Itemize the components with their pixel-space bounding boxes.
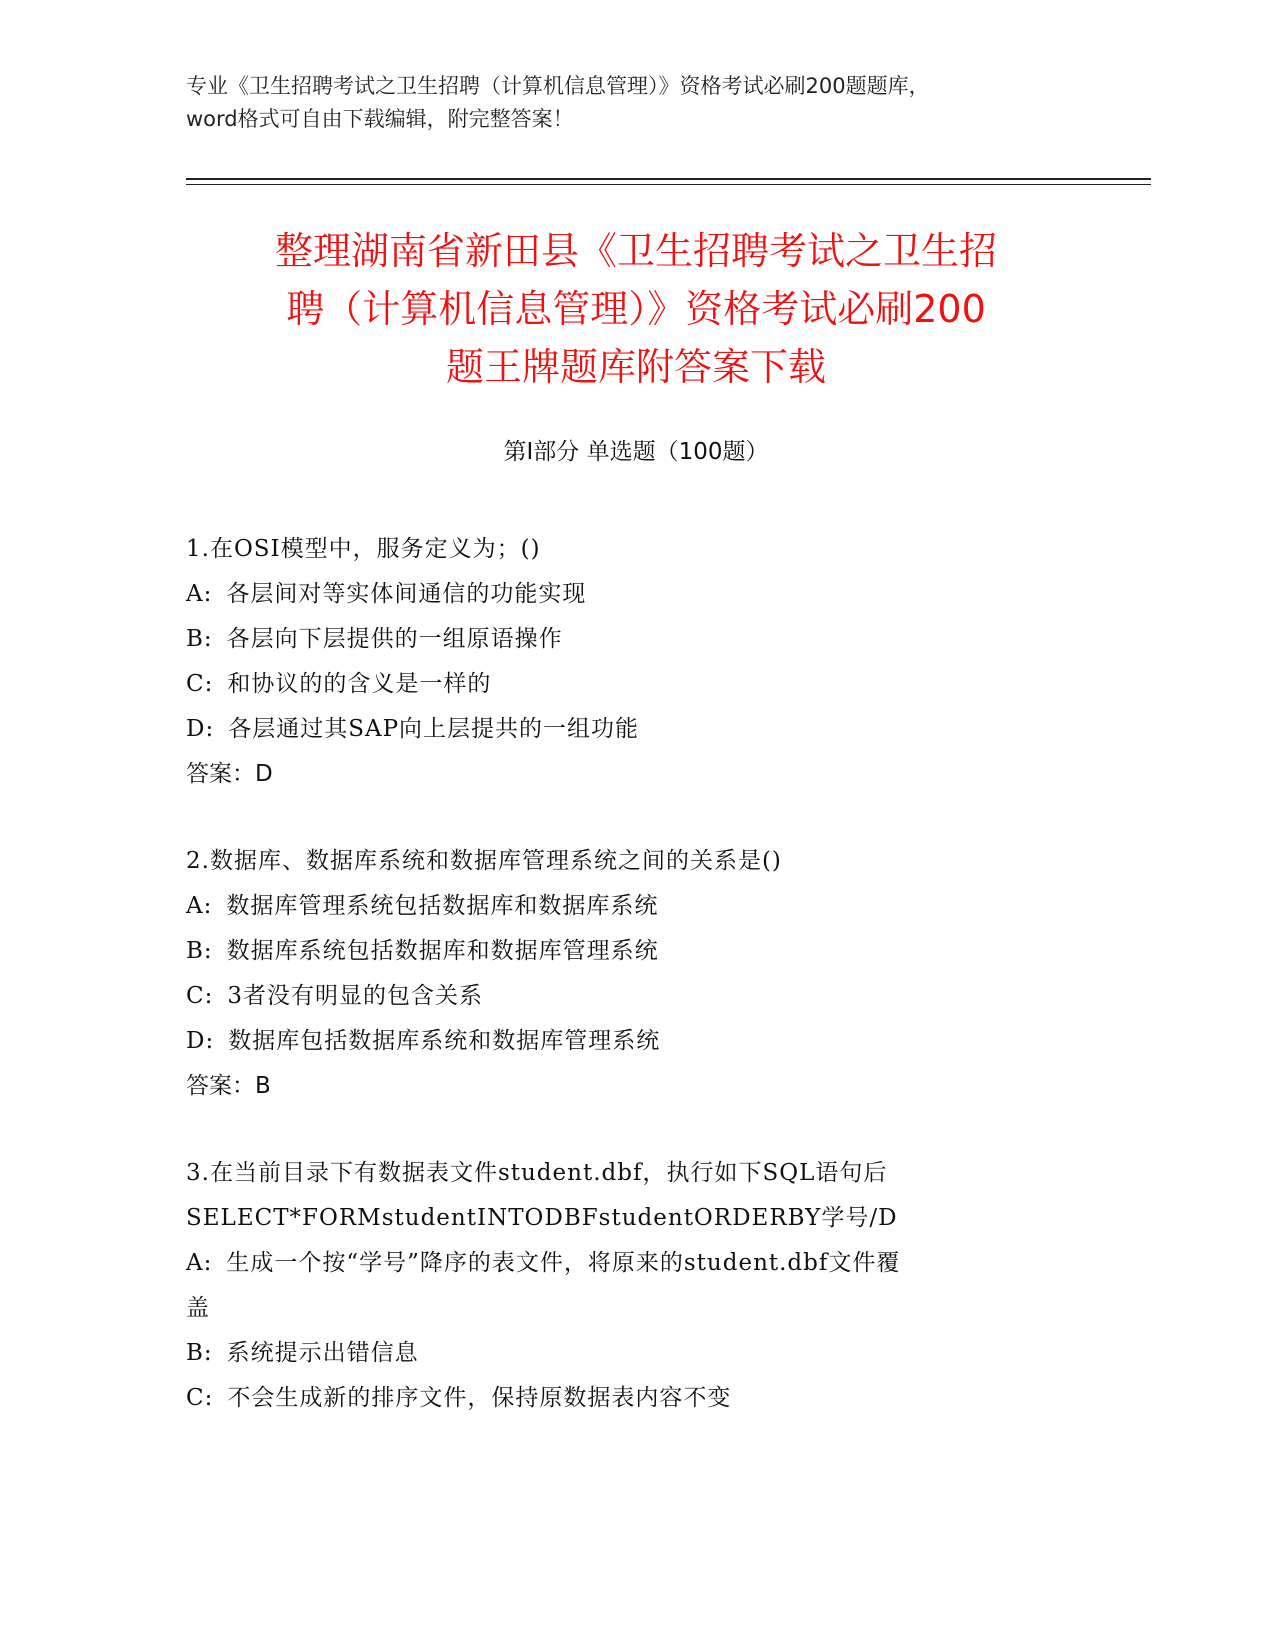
option-c xyxy=(186,974,1086,1019)
option-a-continued: 盖 xyxy=(186,1295,210,1321)
option-d xyxy=(186,707,1086,752)
option-text: 和协议的的含义是一样的 xyxy=(227,671,492,697)
question-2 xyxy=(186,839,1086,1109)
question-list xyxy=(186,527,1086,1463)
option-label: A: xyxy=(186,1250,213,1276)
option-label: C: xyxy=(186,671,214,697)
option-label: A: xyxy=(186,581,213,607)
option-d xyxy=(186,1019,1086,1064)
option-label: D: xyxy=(186,716,215,742)
option-text: 系统提示出错信息 xyxy=(226,1340,419,1366)
option-label: B: xyxy=(186,1340,213,1366)
option-text: 各层通过其SAP向上层提共的一组功能 xyxy=(228,716,640,742)
option-a xyxy=(186,884,1086,929)
header-divider-thin xyxy=(186,184,1151,185)
question-stem-continued: SELECT*FORMstudentINTODBFstudentORDERBY学号/D xyxy=(186,1205,898,1231)
option-text: 数据库包括数据库系统和数据库管理系统 xyxy=(228,1028,661,1054)
document-title xyxy=(186,222,1086,396)
option-label: C: xyxy=(186,1385,214,1411)
option-text: 各层向下层提供的一组原语操作 xyxy=(226,626,563,652)
title-line-3: 题王牌题库附答案下载 xyxy=(445,345,826,389)
option-c xyxy=(186,662,1086,707)
option-b xyxy=(186,1331,1086,1376)
option-text: 数据库系统包括数据库和数据库管理系统 xyxy=(226,938,659,964)
header-divider-thick xyxy=(186,178,1151,180)
answer-line: 答案：D xyxy=(186,761,273,787)
option-a xyxy=(186,1241,1086,1286)
title-line-1: 整理湖南省新田县《卫生招聘考试之卫生招 xyxy=(274,229,997,273)
option-a xyxy=(186,572,1086,617)
document-header-note xyxy=(186,70,1086,136)
option-text: 不会生成新的排序文件，保持原数据表内容不变 xyxy=(227,1385,732,1411)
question-stem: 1.在OSI模型中，服务定义为；() xyxy=(186,536,541,562)
option-text: 各层间对等实体间通信的功能实现 xyxy=(226,581,587,607)
option-b xyxy=(186,617,1086,662)
option-label: D: xyxy=(186,1028,215,1054)
option-b xyxy=(186,929,1086,974)
question-3 xyxy=(186,1151,1086,1421)
question-1 xyxy=(186,527,1086,797)
option-text: 数据库管理系统包括数据库和数据库系统 xyxy=(226,893,659,919)
option-label: B: xyxy=(186,938,213,964)
option-label: A: xyxy=(186,893,213,919)
title-line-2: 聘（计算机信息管理）》资格考试必刷200 xyxy=(286,287,986,331)
option-label: C: xyxy=(186,983,214,1009)
option-text: 3者没有明显的包含关系 xyxy=(227,983,483,1009)
header-line-1: 专业《卫生招聘考试之卫生招聘（计算机信息管理）》资格考试必刷200题题库， xyxy=(186,74,930,98)
question-stem: 2.数据库、数据库系统和数据库管理系统之间的关系是() xyxy=(186,848,782,874)
option-c xyxy=(186,1376,1086,1421)
question-stem: 3.在当前目录下有数据表文件student.dbf，执行如下SQL语句后 xyxy=(186,1160,888,1186)
answer-line: 答案：B xyxy=(186,1073,271,1099)
header-line-2: word格式可自由下载编辑，附完整答案！ xyxy=(186,107,574,131)
option-text: 生成一个按“学号”降序的表文件，将原来的student.dbf文件覆 xyxy=(226,1250,901,1276)
section-heading: 第Ⅰ部分 单选题（100题） xyxy=(503,439,769,465)
option-label: B: xyxy=(186,626,213,652)
